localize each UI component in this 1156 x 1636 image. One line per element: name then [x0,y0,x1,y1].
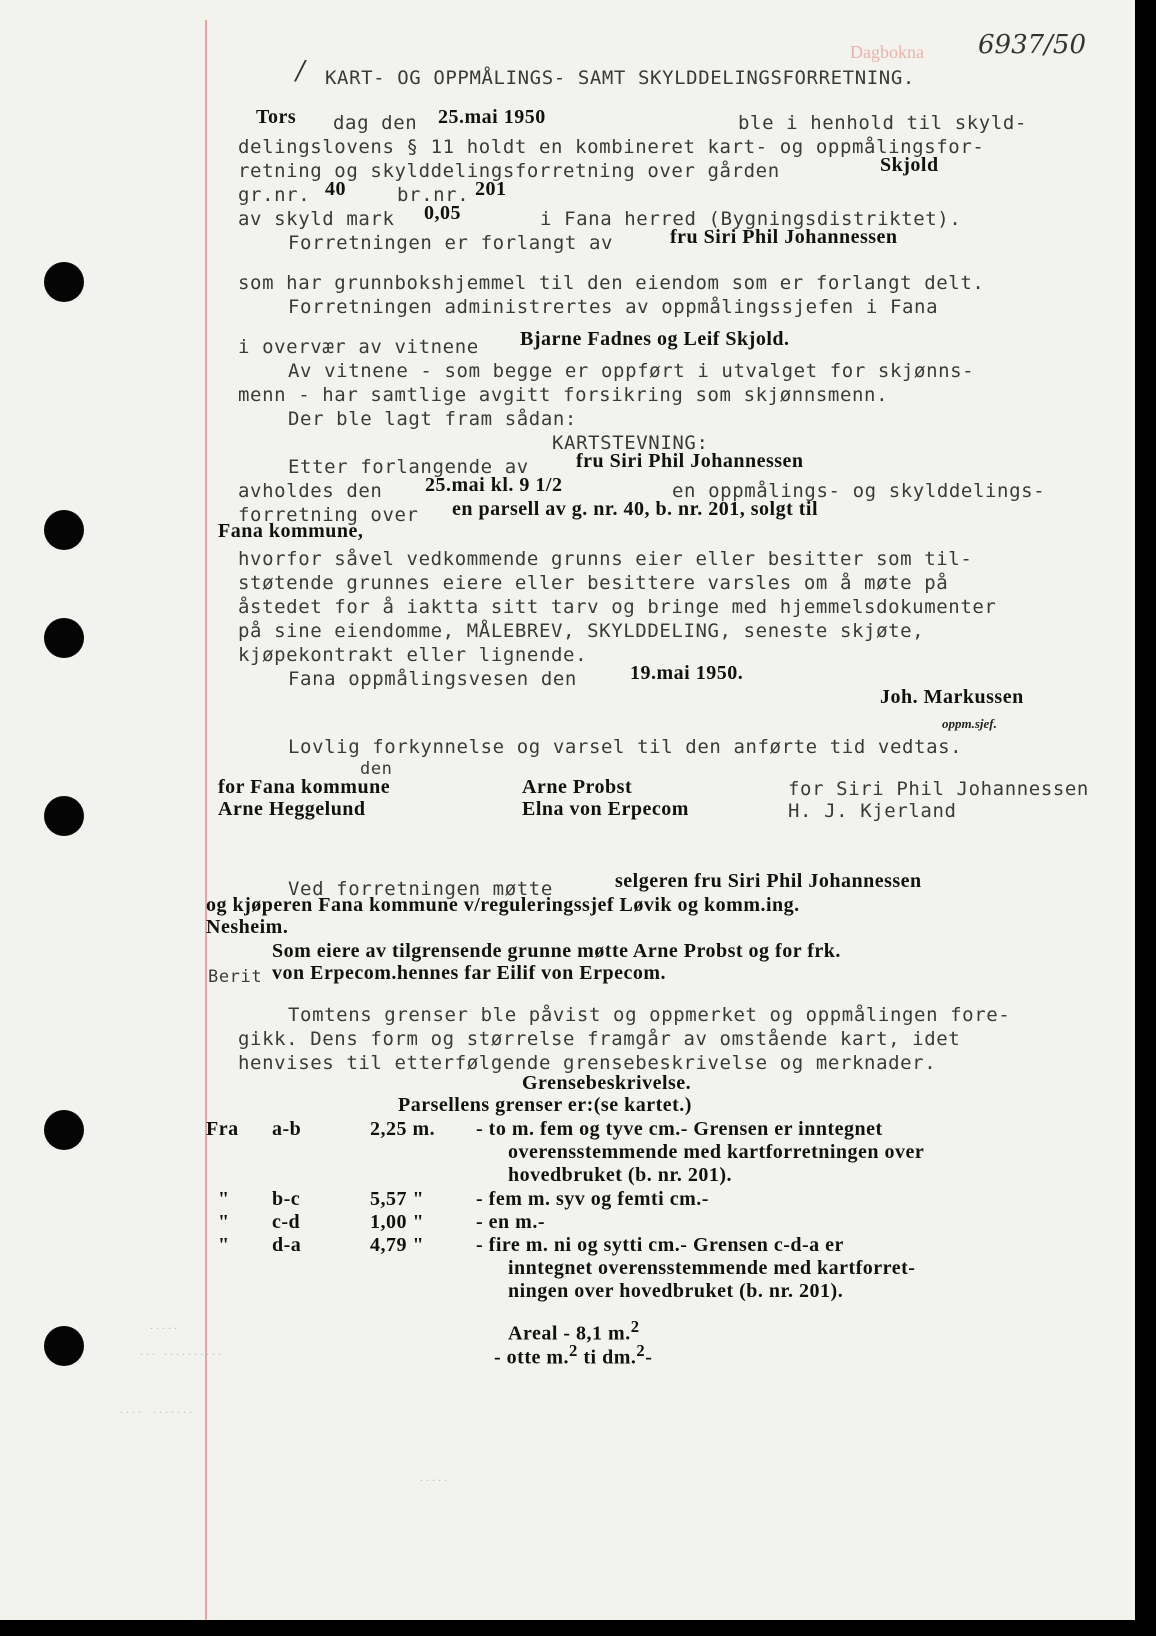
opening-l1-typed: dag den [333,112,418,134]
row-desc: inntegnet overensstemmende med kartforret- [508,1257,916,1279]
vitner-names: Bjarne Fadnes og Leif Skjold. [520,328,790,350]
av-vitnene-2: menn - har samtlige avgitt forsikring som skjønnsmenn. [238,384,889,406]
row-prefix: Fra [206,1118,239,1140]
signature-col3-l2: H. J. Kjerland [788,800,957,822]
avholdes-rest: en oppmålings- og skylddelings- [672,480,1046,502]
grense-heading: Grensebeskrivelse. [522,1072,692,1094]
bleed-through: . . . . . . . . . . . . . [140,1344,221,1358]
forlangt-by: fru Siri Phil Johannessen [670,226,898,248]
skyld-value: 0,05 [424,202,461,224]
row-desc: - fire m. ni og sytti cm.- Grensen c-d-a er [476,1234,844,1256]
kart-p3: åstedet for å iaktta sitt tarv og bringe med hjemmelsdokumenter [238,596,997,618]
page-mark: / [296,56,305,86]
areal-superscript: 2 [630,1317,640,1336]
punch-hole [44,262,84,302]
ved-text: selgeren fru Siri Phil Johannessen [615,870,922,892]
etter-typed: Etter forlangende av [288,456,529,478]
document-number: 6937/50 [978,30,1087,60]
row-length: 5,57 " [370,1188,425,1210]
grnr-label: gr.nr. [238,184,311,206]
kart-p2: støtende grunnes eiere eller besittere varsles om å møte på [238,572,949,594]
signature-col2-l2: Elna von Erpecom [522,798,689,820]
day-prefix: Tors [256,106,297,128]
row-prefix: " [218,1188,230,1210]
row-prefix: " [218,1211,230,1233]
row-desc: hovedbruket (b. nr. 201). [508,1164,733,1186]
meeting-l5: von Erpecom.hennes far Eilif von Erpecom. [272,962,667,984]
meeting-l3: Nesheim. [206,916,289,938]
row-segment: c-d [272,1211,301,1233]
ved-typed: Ved forretningen møtte [288,878,553,900]
den-word: den [360,759,393,779]
opening-l1-rest: ble i henhold til skyld- [738,112,1027,134]
signature-col1-l2: Arne Heggelund [218,798,366,820]
bleed-through: . . . . . [420,1470,447,1484]
opening-date: 25.mai 1950 [438,106,546,128]
kart-p4: på sine eiendomme, MÅLEBREV, SKYLDDELING, seneste skjøte, [238,620,925,642]
signature-col3-l1: for Siri Phil Johannessen [788,778,1089,800]
hjemmel-line: som har grunnbokshjemmel til den eiendom som er forlangt delt. [238,272,985,294]
meeting-l4: Som eiere av tilgrensende grunne møtte Arne Probst og for frk. [272,940,841,962]
lovlig-line: Lovlig forkynnelse og varsel til den anførte tid vedtas. [288,736,963,758]
av-vitnene-1: Av vitnene - som begge er oppført i utvalget for skjønns- [288,360,975,382]
bleed-through: . . . . . . . . . . . [120,1402,192,1416]
areal-words-a: - otte m. [494,1346,570,1369]
document-title: KART- OG OPPMÅLINGS- SAMT SKYLDDELINGSFORRETNING. [325,67,915,89]
avholdes-typed: avholdes den [238,480,383,502]
signer-name: Joh. Markussen [880,686,1024,708]
row-length: 1,00 " [370,1211,425,1233]
meeting-l5-typed: Berit [208,967,263,987]
tomt-l2: gikk. Dens form og størrelse framgår av omstående kart, idet [238,1028,961,1050]
areal-words-b: ti dm. [577,1346,637,1369]
forlangt-typed: Forretningen er forlangt av [288,232,614,254]
tomt-l3: henvises til etterfølgende grensebeskrivelse og merknader. [238,1052,937,1074]
row-segment: a-b [272,1118,302,1140]
signer-title: oppm.sjef. [942,716,997,731]
farm-name: Skjold [880,154,939,176]
areal-words-sup: 2 [569,1341,578,1360]
kart-p1: hvorfor såvel vedkommende grunns eier eller besitter som til- [238,548,973,570]
areal-words [494,1340,652,1369]
punch-hole [44,1110,84,1150]
grense-subheading: Parsellens grenser er:(se kartet.) [398,1094,692,1116]
row-desc: - fem m. syv og femti cm.- [476,1188,709,1210]
punch-hole [44,796,84,836]
vitner-typed: i overvær av vitnene [238,336,479,358]
parsell-text-2: Fana kommune, [218,520,364,542]
opening-l3: retning og skylddelingsforretning over gården [238,160,780,182]
punch-hole [44,618,84,658]
dagbok-stamp: Dagbokna [850,42,924,62]
tomt-l1: Tomtens grenser ble påvist og oppmerket og oppmålingen fore- [288,1004,1011,1026]
punch-hole [44,510,84,550]
signature-col1-l1: for Fana kommune [218,776,391,798]
row-prefix: " [218,1234,230,1256]
grnr-value: 40 [325,178,346,200]
over-typed: forretning over [238,504,419,526]
row-segment: b-c [272,1188,301,1210]
lagt-fram: Der ble lagt fram sådan: [288,408,577,430]
bleed-through: . . . . . [150,1318,177,1332]
row-length: 2,25 m. [370,1118,436,1140]
administrert-line: Forretningen administrertes av oppmålingssjefen i Fana [288,296,939,318]
areal-words-sup2: 2 [636,1341,646,1360]
signature-col2-l1: Arne Probst [522,776,633,798]
row-segment: d-a [272,1234,302,1256]
fana-typed: Fana oppmålingsvesen den [288,668,577,690]
row-length: 4,79 " [370,1234,425,1256]
etter-by: fru Siri Phil Johannessen [576,450,804,472]
herred: i Fana herred (Bygningsdistriktet). [540,208,962,230]
row-desc: - en m.- [476,1211,545,1233]
areal-words-end: - [645,1346,653,1369]
kart-p5: kjøpekontrakt eller lignende. [238,644,588,666]
opening-l2: delingslovens § 11 holdt en kombineret kart- og oppmålingsfor- [238,136,985,158]
kartstevning-heading: KARTSTEVNING: [552,432,709,454]
avholdes-time: 25.mai kl. 9 1/2 [425,474,563,496]
fana-date: 19.mai 1950. [630,662,744,684]
row-desc: - to m. fem og tyve cm.- Grensen er inntegnet [476,1118,883,1140]
areal-text: Areal - 8,1 m. [508,1322,631,1345]
brnr-label: br.nr. [397,184,470,206]
meeting-l2: og kjøperen Fana kommune v/reguleringssjef Løvik og komm.ing. [206,894,800,916]
skyld-label: av skyld mark [238,208,395,230]
row-desc: ningen over hovedbruket (b. nr. 201). [508,1280,844,1302]
row-desc: overensstemmende med kartforretningen over [508,1141,925,1163]
brnr-value: 201 [475,178,507,200]
margin-line [205,20,207,1620]
punch-hole [44,1326,84,1366]
parsell-text: en parsell av g. nr. 40, b. nr. 201, solgt til [452,498,818,520]
